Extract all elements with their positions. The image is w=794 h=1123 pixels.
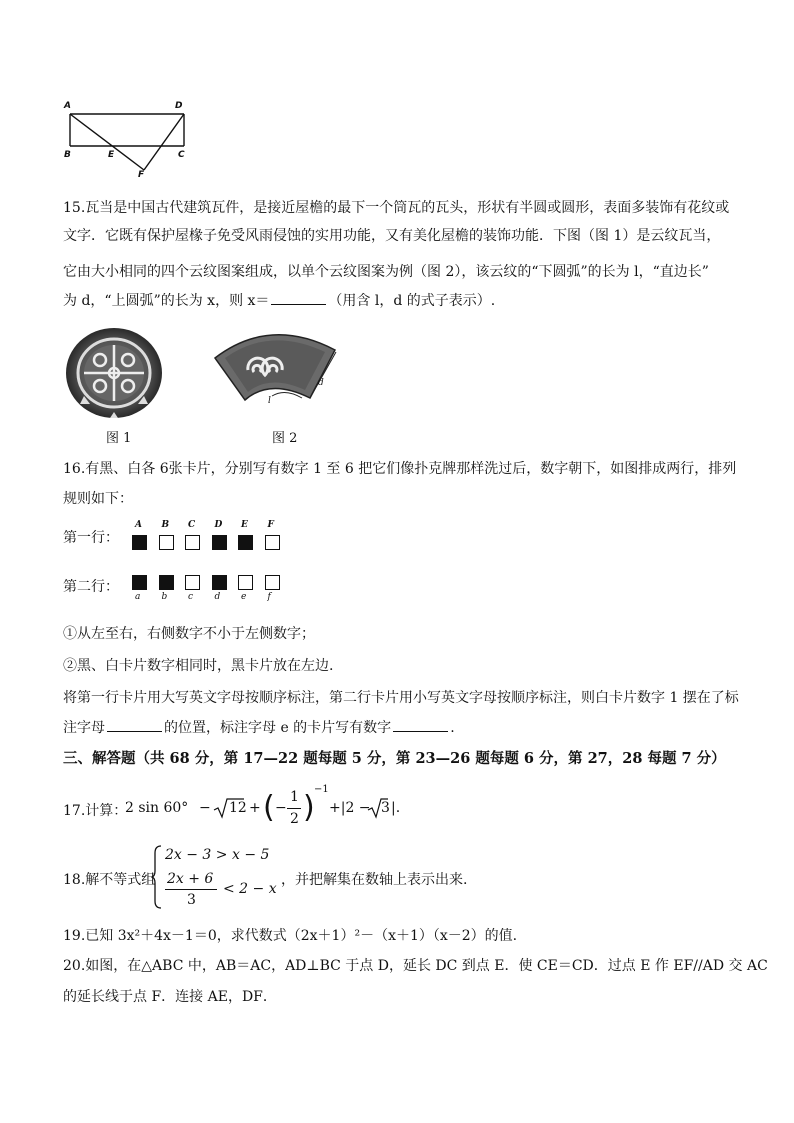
label-b: B xyxy=(64,150,71,160)
q20-line-1: 20.如图，在△ABC 中，AB＝AC，AD⊥BC 于点 D，延长 DC 到点 E．使 CE＝CD．过点 E 作 EF//AD 交 AC xyxy=(63,958,768,974)
label-a: A xyxy=(64,101,71,111)
card-letter: F xyxy=(267,520,274,530)
label-d-length: d xyxy=(318,378,324,388)
label-f: F xyxy=(138,170,145,180)
card-letter: a xyxy=(135,592,141,602)
q15-line-4-suffix: （用含 l，d 的式子表示）. xyxy=(328,293,496,309)
row-1-label: 第一行： xyxy=(63,530,119,546)
card-B xyxy=(159,535,174,550)
q17-frac-den: 2 xyxy=(290,811,299,827)
q17-minus: − xyxy=(199,800,211,816)
label-e: E xyxy=(108,150,115,160)
q16-line-4-c: . xyxy=(450,720,455,736)
q17-sqrt12: 12 xyxy=(229,800,247,816)
label-c: C xyxy=(178,150,185,160)
answer-blank-number[interactable] xyxy=(393,719,448,732)
q19-text: 19.已知 3x²＋4x－1＝0，求代数式（2x＋1）²－（x＋1）（x－2）的值. xyxy=(63,928,518,944)
rectangle-figure xyxy=(60,100,200,180)
q17-plus: + xyxy=(249,800,261,816)
card-A xyxy=(132,535,147,550)
card-c xyxy=(185,575,200,590)
cloud-pattern-figure xyxy=(210,328,340,413)
q15-line-1: 15.瓦当是中国古代建筑瓦件，是接近屋檐的最下一个筒瓦的瓦头，形状有半圆或圆形，表面多装饰有花纹或 xyxy=(63,200,730,216)
q17-sin-term: 2 sin 60° xyxy=(125,800,189,816)
q18-prefix: 18.解不等式组 xyxy=(63,872,156,888)
rule-2: ②黑、白卡片数字相同时，黑卡片放在左边. xyxy=(63,658,334,674)
q18-suffix: ，并把解集在数轴上表示出来. xyxy=(281,872,468,888)
ineq-2-numerator: 2x + 6 xyxy=(167,871,214,887)
q16-line-4-b: 的位置，标注字母 e 的卡片写有数字 xyxy=(164,720,392,736)
ineq-2-rhs: < 2 − x xyxy=(223,881,277,897)
ineq-2-denominator: 3 xyxy=(187,892,196,908)
q17-frac-minus: − xyxy=(275,800,287,816)
card-letter: f xyxy=(267,592,271,602)
fraction-bar xyxy=(287,808,301,809)
q16-line-1: 16.有黑、白各 6张卡片，分别写有数字 1 至 6 把它们像扑克牌那样洗过后，数字朝下，如图排成两行，排列 xyxy=(63,461,737,477)
q15-line-4-text: 为 d，“上圆弧”的长为 x，则 x＝ xyxy=(63,293,270,309)
q16-line-2: 规则如下： xyxy=(63,491,133,507)
answer-blank[interactable] xyxy=(271,292,326,305)
card-C xyxy=(185,535,200,550)
q17-frac-num: 1 xyxy=(290,789,299,805)
card-letter: b xyxy=(161,592,168,602)
card-letter: e xyxy=(241,592,247,602)
q20-line-2: 的延长线于点 F．连接 AE，DF． xyxy=(63,989,277,1005)
label-l-length: l xyxy=(268,396,271,406)
ineq-1: 2x − 3 > x − 5 xyxy=(165,847,270,863)
right-paren: ) xyxy=(303,790,315,825)
q16-line-3: 将第一行卡片用大写英文字母按顺序标注，第二行卡片用小写英文字母按顺序标注，则白卡片数字 1 摆在了标 xyxy=(63,690,739,706)
q15-line-3: 它由大小相同的四个云纹图案组成，以单个云纹图案为例（图 2），该云纹的“下圆弧”的长为 l，“直边长” xyxy=(63,264,709,280)
brace xyxy=(151,845,163,909)
card-d xyxy=(212,575,227,590)
card-F xyxy=(265,535,280,550)
card-a xyxy=(132,575,147,590)
q17-exponent: −1 xyxy=(314,784,329,795)
card-D xyxy=(212,535,227,550)
q15-line-4 xyxy=(63,292,495,310)
card-letter: D xyxy=(214,520,223,530)
q15-line-2: 文字．它既有保护屋椽子免受风雨侵蚀的实用功能，又有美化屋檐的装饰功能．下图（图 1）是云纹瓦当， xyxy=(63,228,721,244)
figure-2-caption: 图 2 xyxy=(272,431,298,446)
card-f xyxy=(265,575,280,590)
rule-1: ①从左至右，右侧数字不小于左侧数字； xyxy=(63,626,315,642)
q17-abs-expr: +|2 − xyxy=(329,800,371,816)
label-d: D xyxy=(175,101,183,111)
card-e xyxy=(238,575,253,590)
left-paren: ( xyxy=(263,790,275,825)
card-E xyxy=(238,535,253,550)
card-letter: d xyxy=(214,592,221,602)
card-letter: c xyxy=(188,592,194,602)
card-letter: E xyxy=(241,520,248,530)
section-3-heading: 三、解答题（共 68 分，第 17—22 题每题 5 分，第 23—26 题每题 6 分，第 27，28 每题 7 分） xyxy=(63,750,726,767)
cloud-tile-figure xyxy=(64,326,164,421)
q16-line-4-a: 注字母 xyxy=(63,720,105,736)
card-b xyxy=(159,575,174,590)
card-letter: A xyxy=(135,520,142,530)
q17-prefix: 17.计算： xyxy=(63,803,128,819)
card-letter: B xyxy=(161,520,170,530)
ineq-fraction-bar xyxy=(165,889,217,890)
card-letter: C xyxy=(188,520,196,530)
row-2-label: 第二行： xyxy=(63,579,119,595)
answer-blank-letter[interactable] xyxy=(107,719,162,732)
figure-1-caption: 图 1 xyxy=(106,431,132,446)
q17-tail: |. xyxy=(391,800,401,816)
q16-line-4 xyxy=(63,719,455,737)
q17-sqrt3: 3 xyxy=(381,800,390,816)
